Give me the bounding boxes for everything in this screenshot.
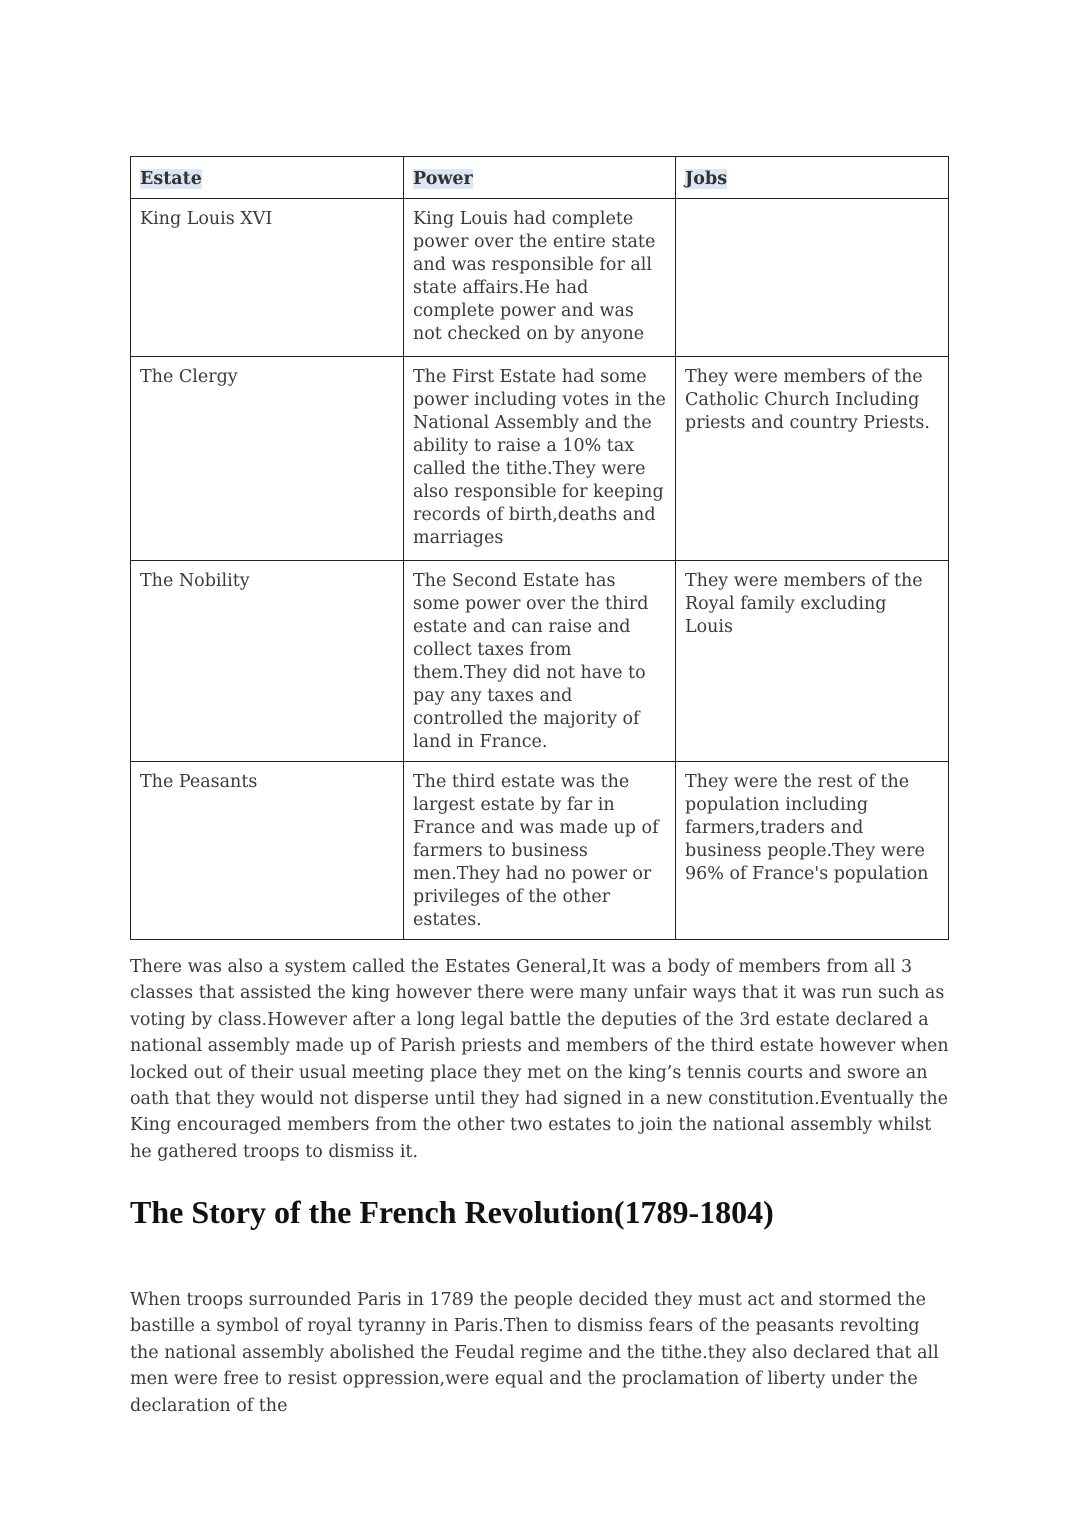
table-row	[131, 357, 949, 561]
estate-cell: The Nobility	[131, 561, 404, 762]
estate-cell: The Clergy	[131, 357, 404, 561]
estates-general-paragraph: There was also a system called the Estates General,It was a body of members from all 3 classes that assisted the king however there were many unfair ways that it was run such as voting by class.However after a long legal battle the deputies of the 3rd estate declared a national assembly made up of Parish priests and members of the third estate however when locked out of their usual meeting place they met on the king’s tennis courts and swore an oath that they would not disperse until they had signed in a new constitution.Eventually the King encouraged members from the other two estates to join the national assembly whilst he gathered troops to dismiss it.	[130, 957, 949, 1162]
jobs-cell: They were members of the Catholic Church Including priests and country Priests.	[676, 357, 949, 561]
table-row	[131, 199, 949, 357]
power-cell: King Louis had complete power over the entire state and was responsible for all state affairs.He had complete power and was not checked on by anyone	[404, 199, 676, 357]
header-power: Power	[404, 157, 676, 199]
jobs-cell	[676, 199, 949, 357]
section-heading: The Story of the French Revolution(1789-1804)	[130, 1194, 774, 1230]
table-row	[131, 561, 949, 762]
power-cell: The Second Estate has some power over the third estate and can raise and collect taxes from them.They did not have to pay any taxes and controlled the majority of land in France.	[404, 561, 676, 762]
table-row	[131, 762, 949, 940]
estate-cell: King Louis XVI	[131, 199, 404, 357]
power-cell: The First Estate had some power including votes in the National Assembly and the ability to raise a 10% tax called the tithe.They were also responsible for keeping records of birth,deaths and marriages	[404, 357, 676, 561]
power-cell: The third estate was the largest estate by far in France and was made up of farmers to business men.They had no power or privileges of the other estates.	[404, 762, 676, 940]
table-header-row	[131, 157, 949, 199]
jobs-cell: They were the rest of the population including farmers,traders and business people.They were 96% of France's population	[676, 762, 949, 940]
jobs-cell: They were members of the Royal family excluding Louis	[676, 561, 949, 762]
header-estate: Estate	[131, 157, 404, 199]
estate-cell: The Peasants	[131, 762, 404, 940]
header-jobs: Jobs	[676, 157, 949, 199]
estates-table	[130, 156, 949, 940]
revolution-paragraph: When troops surrounded Paris in 1789 the people decided they must act and stormed the bastille a symbol of royal tyranny in Paris.Then to dismiss fears of the peasants revolting the national assembly abolished the Feudal regime and the tithe.they also declared that all men were free to resist oppression,were equal and the proclamation of liberty under the declaration of the	[130, 1290, 939, 1416]
